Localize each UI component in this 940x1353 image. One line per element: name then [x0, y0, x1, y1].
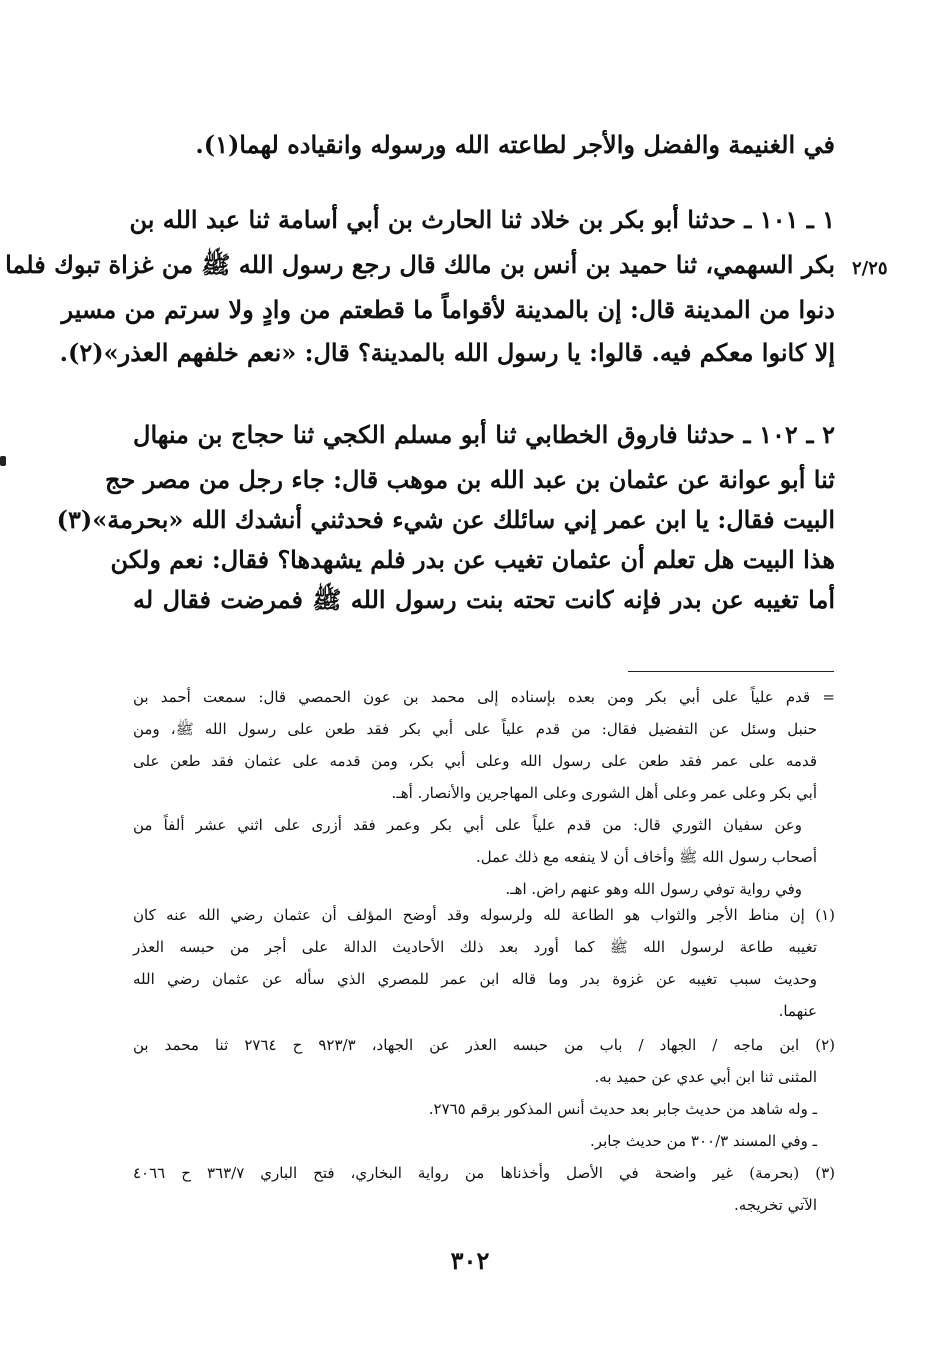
- footnote-separator: [628, 671, 834, 672]
- hadith-102-line-3: البيت فقال: يا ابن عمر إني سائلك عن شيء فحدثني أنشدك الله «بحرمة»(٣): [56, 505, 835, 534]
- hadith-101-line-3: دنوا من المدينة قال: إن بالمدينة لأقواماً ما قطعتم من وادٍ ولا سرتم من مسير: [61, 295, 835, 324]
- footnote-2-line-1: (٢) ابن ماجه / الجهاد / باب من حبسه العذر عن الجهاد، ٩٢٣/٣ ح ٢٧٦٤ ثنا محمد بن: [133, 1036, 835, 1054]
- footnote-continuation-line-4: أبي بكر وعلى عمر وعلى أهل الشورى وعلى المهاجرين والأنصار. أهـ.: [391, 784, 817, 802]
- hadith-101-line-4: إلا كانوا معكم فيه. قالوا: يا رسول الله بالمدينة؟ قال: «نعم خلفهم العذر»(٢).: [59, 338, 835, 367]
- footnote-continuation-line-2: حنبل وسئل عن التفضيل فقال: من قدم علياً على أبي بكر فقد طعن على رسول الله ﷺ، ومن: [133, 720, 817, 738]
- margin-reference: ٢/٢٥: [852, 258, 888, 279]
- footnote-2-line-4: ـ وفي المسند ٣٠٠/٣ من حديث جابر.: [590, 1132, 817, 1150]
- footnote-continuation-line-1: = قدم علياً على أبي بكر ومن بعده بإسناده إلى محمد بن عون الحمصي قال: سمعت أحمد بن: [133, 688, 835, 706]
- footnote-1-line-2: تغيبه طاعة لرسول الله ﷺ كما أورد بعد ذلك الأحاديث الدالة على أجر من حبسه العذر: [133, 938, 817, 956]
- hadith-101-line-1: ١ ـ ١٠١ ـ حدثنا أبو بكر بن خلاد ثنا الحارث بن أبي أسامة ثنا عبد الله بن: [129, 205, 835, 234]
- hadith-102-line-2: ثنا أبو عوانة عن عثمان بن عبد الله بن موهب قال: جاء رجل من مصر حج: [104, 465, 835, 494]
- footnote-continuation-line-7: وفي رواية توفي رسول الله وهو عنهم راض. اهـ.: [505, 880, 802, 898]
- footnote-1-line-4: عنهما.: [778, 1002, 817, 1020]
- footnote-continuation-line-3: قدمه على عمر فقد طعن على رسول الله وعلى أبي بكر، ومن قدمه على عثمان فقد طعن على: [133, 752, 817, 770]
- footnote-continuation-line-5: وعن سفيان الثوري قال: من قدم علياً على أبي بكر وعمر فقد أزرى على اثني عشر ألفاً من: [133, 816, 802, 834]
- footnote-2-line-2: المثنى ثنا ابن أبي عدي عن حميد به.: [594, 1068, 817, 1086]
- margin-mark: [0, 456, 6, 466]
- footnote-2-line-3: ـ وله شاهد من حديث جابر بعد حديث أنس المذكور برقم ٢٧٦٥.: [428, 1100, 817, 1118]
- footnote-3-line-2: الآتي تخريجه.: [734, 1196, 817, 1214]
- hadith-102-line-1: ٢ ـ ١٠٢ ـ حدثنا فاروق الخطابي ثنا أبو مسلم الكجي ثنا حجاج بن منهال: [133, 420, 835, 449]
- footnote-1-line-1: (١) إن مناط الأجر والثواب هو الطاعة لله ولرسوله وقد أوضح المؤلف أن عثمان رضي الله عنه كان: [133, 906, 835, 924]
- hadith-102-line-4: هذا البيت هل تعلم أن عثمان تغيب عن بدر فلم يشهدها؟ فقال: نعم ولكن: [110, 545, 835, 574]
- hadith-102-line-5: أما تغيبه عن بدر فإنه كانت تحته بنت رسول الله ﷺ فمرضت فقال له: [133, 585, 835, 614]
- footnote-3-line-1: (٣) (بحرمة) غير واضحة في الأصل وأخذناها من رواية البخاري، فتح الباري ٣٦٣/٧ ح ٤٠٦٦: [133, 1164, 835, 1182]
- page-number: ٣٠٢: [450, 1246, 490, 1275]
- hadith-101-line-2: بكر السهمي، ثنا حميد بن أنس بن مالك قال رجع رسول الله ﷺ من غزاة تبوك فلما: [5, 250, 835, 279]
- footnote-continuation-line-6: أصحاب رسول الله ﷺ وأخاف أن لا ينفعه مع ذلك عمل.: [475, 848, 817, 866]
- intro-line: في الغنيمة والفضل والأجر لطاعته الله ورسوله وانقياده لهما(١).: [195, 130, 835, 159]
- footnote-1-line-3: وحديث سبب تغيبه عن غزوة بدر وما قاله ابن عمر للمصري الذي سأله عن عثمان رضي الله: [133, 970, 817, 988]
